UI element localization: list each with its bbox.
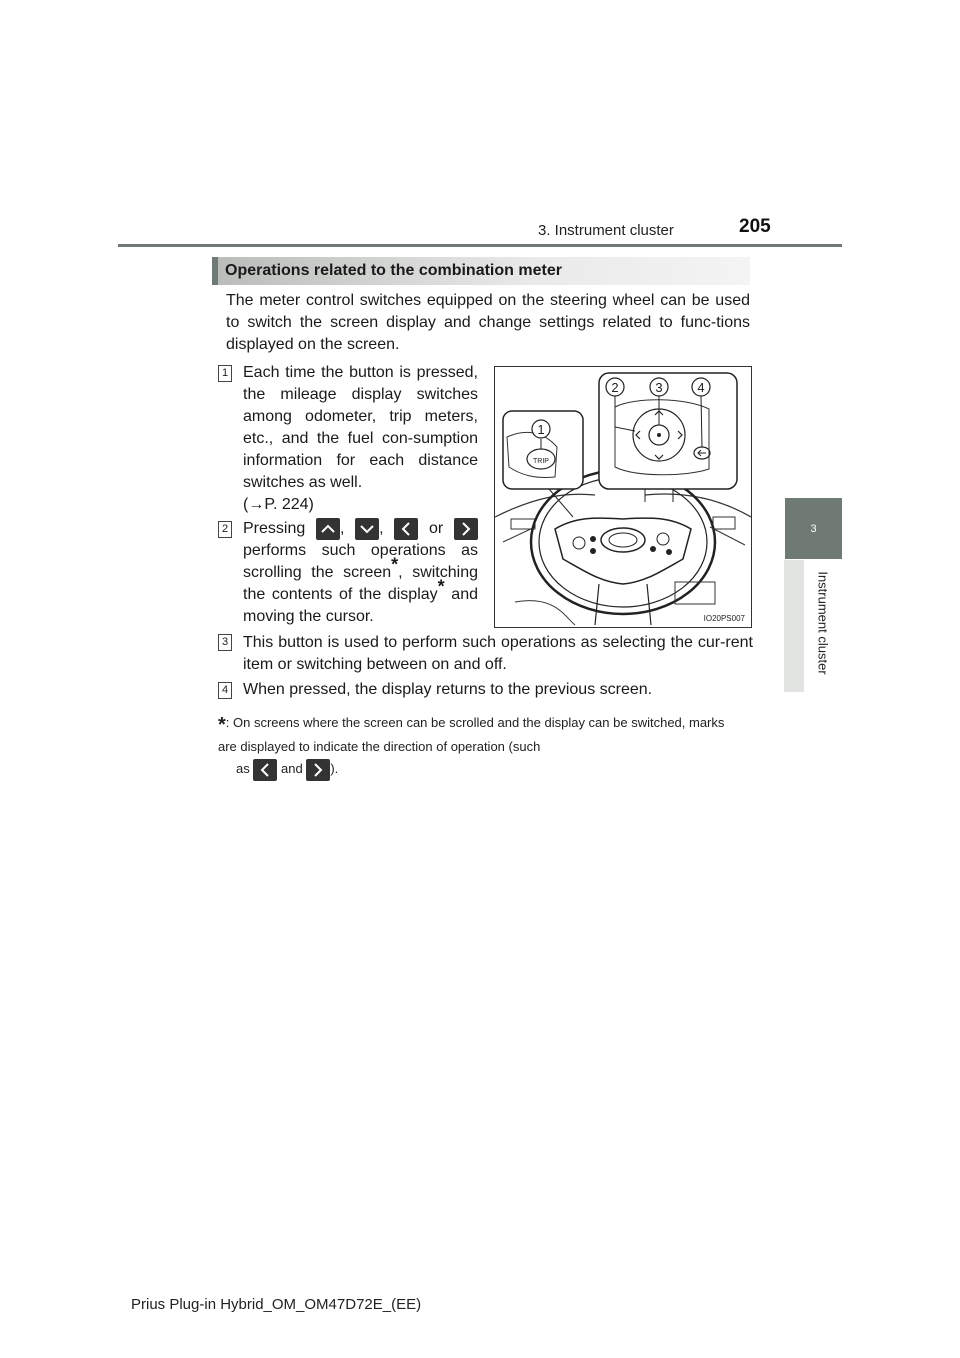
- footnote-text: : On screens where the screen can be scrolled and the display can be switched, marks are displayed to indicate the direction of operation (such: [218, 715, 725, 754]
- item-number-3: 3: [218, 634, 232, 651]
- chevron-down-icon: [355, 518, 379, 540]
- callout-3: 3: [655, 380, 663, 395]
- item-3: This button is used to perform such operations as selecting the cur-rent item or switching between on and off.: [243, 634, 753, 673]
- chapter-title: [812, 560, 834, 686]
- item-1: [243, 362, 478, 516]
- steering-wheel-drawing: [495, 367, 751, 627]
- intro-paragraph: The meter control switches equipped on the steering wheel can be used to switch the screen display and change settings related to func-tions displayed on the screen.: [226, 292, 750, 353]
- item-1-ref: (→P. 224): [243, 496, 314, 513]
- item-4: When pressed, the display returns to the previous screen.: [243, 681, 653, 698]
- illustration-code: IO20PS007: [703, 614, 745, 623]
- chevron-right-icon: [306, 759, 330, 781]
- steering-wheel-illustration: [494, 366, 752, 628]
- chapter-title-text: Instrument cluster: [815, 571, 831, 675]
- item-2: Pressing , , or performs such operations as scrolling the screen*, switching the contents of the display* and moving the cursor.: [243, 518, 478, 628]
- document-id: Prius Plug-in Hybrid_OM_OM47D72E_(EE): [131, 1296, 422, 1313]
- callout-2: 2: [611, 380, 619, 395]
- chevron-right-icon: [454, 518, 478, 540]
- chapter-number: 3: [810, 522, 817, 535]
- item-number-4: 4: [218, 682, 232, 699]
- callout-1: 1: [537, 422, 545, 437]
- section-heading-marker: [212, 257, 218, 285]
- chevron-left-icon: [394, 518, 418, 540]
- trip-button-label: TRIP: [533, 458, 549, 465]
- callout-4: 4: [697, 380, 705, 395]
- chevron-up-icon: [316, 518, 340, 540]
- item-2-pre: Pressing: [243, 520, 306, 538]
- chapter-tab-strip: [784, 560, 804, 692]
- item-number-1: 1: [218, 365, 232, 382]
- section-title: Operations related to the combination meter: [225, 262, 562, 279]
- item-2-text-a: performs such operations as scrolling the screen: [243, 542, 478, 582]
- chevron-left-icon: [253, 759, 277, 781]
- header-rule: [118, 244, 842, 247]
- item-1-text: Each time the button is pressed, the mileage display switches among odometer, trip meters, etc., and the fuel con-sumption information for each distance switches as well.: [243, 364, 478, 491]
- footnote: *: On screens where the screen can be scrolled and the display can be switched, marks are displayed to indicate the direction of operation (such as and ).: [218, 712, 746, 781]
- running-header-section: 3. Instrument cluster: [538, 222, 674, 239]
- page-number: 205: [739, 216, 771, 237]
- item-number-2: 2: [218, 521, 232, 538]
